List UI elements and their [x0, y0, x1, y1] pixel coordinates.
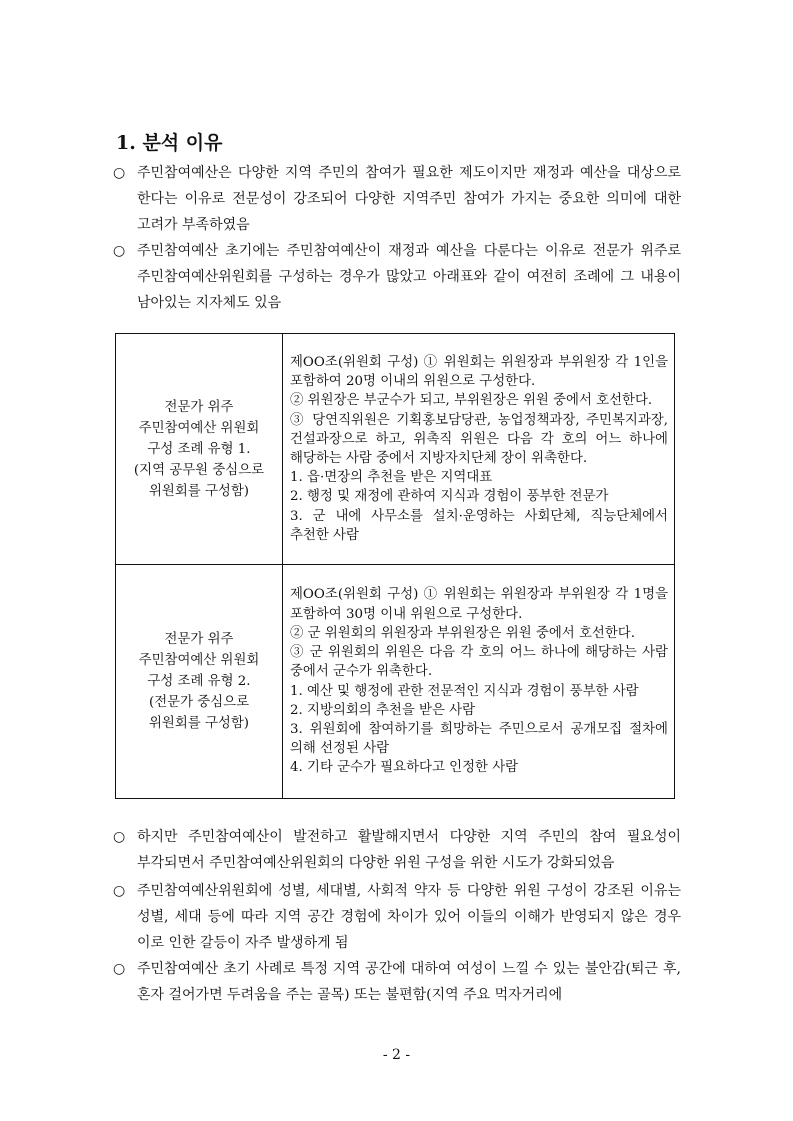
- ordinance-type-cell: [116, 565, 283, 799]
- ordinance-text-cell: [283, 565, 675, 799]
- clause: 3. 위원회에 참여하기를 희망하는 주민으로서 공개모집 절차에 의해 선정된 사람: [290, 721, 668, 757]
- ordinance-table: [115, 333, 675, 799]
- paragraph-text: 주민참여예산위원회에 성별, 세대별, 사회적 약자 등 다양한 위원 구성이 강조된 이유는 성별, 세대 등에 따라 지역 공간 경험에 차이가 있어 이들의 이해가 반영되지 않은 경우 이로 인한 갈등이 자주 발생하게 됨: [137, 883, 681, 951]
- clause: 2. 지방의회의 추천을 받은 사람: [290, 702, 476, 718]
- type-line: 전문가 위주: [164, 632, 234, 647]
- type-line: 위원회를 구성함): [148, 716, 250, 731]
- clause: 1. 예산 및 행정에 관한 전문적인 지식과 경험이 풍부한 사람: [290, 683, 639, 699]
- type-line: 주민참여예산 위원회: [138, 653, 260, 668]
- paragraph-text: 주민참여예산은 다양한 지역 주민의 참여가 필요한 제도이지만 재정과 예산을 대상으로 한다는 이유로 전문성이 강조되어 다양한 지역주민 참여가 가지는 중요한 의미에 대한 고려가 부족하였음: [137, 165, 681, 233]
- clause: 1. 읍·면장의 추천을 받은 지역대표: [290, 470, 493, 486]
- clause: ③ 당연직위원은 기획홍보담당관, 농업정책과장, 주민복지과장, 건설과장으로 하고, 위촉직 위원은 다음 각 호의 어느 하나에 해당하는 사람 중에서 지방자치단체 장이 위촉한다.: [290, 412, 668, 466]
- paragraph-intro-1: [113, 160, 681, 238]
- clause: 제OO조(위원회 구성) ① 위원회는 위원장과 부위원장 각 1인을 포함하여 20명 이내의 위원으로 구성한다.: [290, 354, 668, 390]
- ordinance-text-cell: [283, 334, 675, 565]
- paragraph-text: 하지만 주민참여예산이 발전하고 활발해지면서 다양한 지역 주민의 참여 필요성이 부각되면서 주민참여예산위원회의 다양한 위원 구성을 위한 시도가 강화되었음: [137, 829, 681, 871]
- paragraph-body-2: [113, 878, 681, 956]
- type-line: (지역 공무원 중심으로: [133, 462, 265, 478]
- paragraph-intro-2: [113, 238, 681, 316]
- clause: 4. 기타 군수가 필요하다고 인정한 사람: [290, 760, 519, 776]
- clause: 3. 군 내에 사무소를 설치·운영하는 사회단체, 직능단체에서 추천한 사람: [290, 508, 668, 543]
- type-line: 전문가 위주: [164, 399, 234, 415]
- bullet-circle: ○: [113, 243, 126, 259]
- bullet-circle: ○: [113, 883, 126, 899]
- clause: 제OO조(위원회 구성) ① 위원회는 위원장과 부위원장 각 1명을 포함하여 30명 이내 위원으로 구성한다.: [290, 587, 668, 622]
- clause: ② 군 위원회의 위원장과 부위원장은 위원 중에서 호선한다.: [290, 625, 635, 641]
- bullet-circle: ○: [113, 829, 126, 845]
- table-row: [116, 565, 675, 799]
- paragraph-text: 주민참여예산 초기에는 주민참여예산이 재정과 예산을 다룬다는 이유로 전문가 위주로 주민참여예산위원회를 구성하는 경우가 많았고 아래표와 같이 여전히 조례에 그 내용이 남아있는 지자체도 있음: [137, 243, 681, 311]
- clause: ② 위원장은 부군수가 되고, 부위원장은 위원 중에서 호선한다.: [290, 393, 653, 409]
- type-line: 구성 조례 유형 2.: [147, 674, 251, 689]
- paragraph-body-3: [113, 956, 681, 1008]
- page-number: - 2 -: [382, 1047, 411, 1063]
- clause: 2. 행정 및 재정에 관하여 지식과 경험이 풍부한 전문가: [290, 489, 609, 505]
- bullet-circle: ○: [113, 165, 126, 181]
- ordinance-type-cell: [116, 334, 283, 565]
- bullet-circle: ○: [113, 961, 126, 977]
- section-heading: 1. 분석 이유: [116, 132, 223, 154]
- table-row: [116, 334, 675, 565]
- type-line: (전문가 중심으로: [148, 695, 250, 710]
- paragraph-body-1: [113, 824, 681, 876]
- type-line: 구성 조례 유형 1.: [147, 441, 251, 457]
- type-line: 주민참여예산 위원회: [138, 420, 260, 436]
- clause: ③ 군 위원회의 위원은 다음 각 호의 어느 하나에 해당하는 사람 중에서 군수가 위촉한다.: [290, 645, 668, 680]
- paragraph-text: 주민참여예산 초기 사례로 특정 지역 공간에 대하여 여성이 느낄 수 있는 불안감(퇴근 후, 혼자 걸어가면 두려움을 주는 골목) 또는 불편함(지역 주요 먹자거리에: [137, 961, 681, 1003]
- type-line: 위원회를 구성함): [148, 483, 250, 499]
